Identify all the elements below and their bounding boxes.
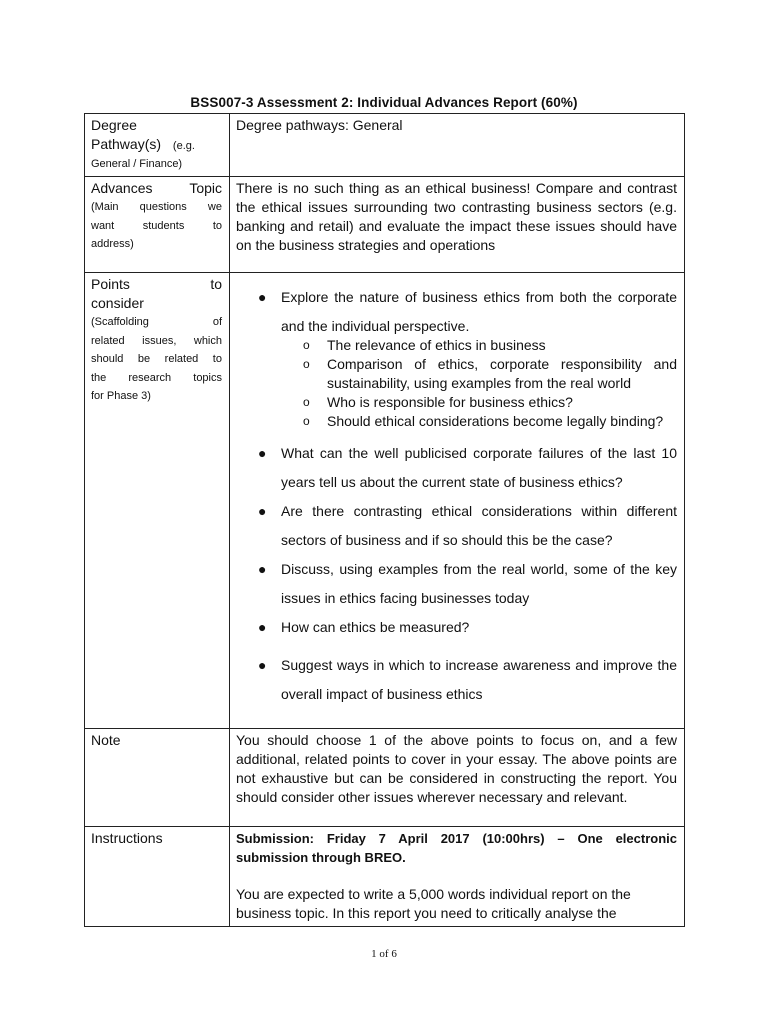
advances-topic-label-cell — [85, 177, 230, 273]
circle-bullet-icon: o — [303, 338, 310, 352]
degree-pathway-label-cell — [85, 114, 230, 177]
points-row — [85, 273, 685, 729]
topic-small-line-2: want students to — [91, 219, 222, 232]
points-small-line-2: related issues, which — [91, 334, 222, 347]
topic-word: Topic — [189, 180, 222, 196]
note-row — [85, 729, 685, 827]
circle-bullet-icon: o — [303, 395, 310, 409]
sub-point-group — [236, 336, 677, 431]
bullet-icon: ● — [258, 657, 267, 673]
sub-point-item — [281, 393, 677, 412]
point-text: Explore the nature of business ethics from both the corporate and the individual perspective. — [281, 289, 677, 334]
points-small-line-3: should be related to — [91, 353, 222, 365]
degree-pathway-value: Degree pathways: General — [236, 117, 403, 133]
advances-topic-label — [91, 179, 222, 198]
point-text: How can ethics be measured? — [281, 619, 470, 635]
points-small-line-1: (Scaffolding of — [91, 316, 222, 328]
note-label: Note — [91, 732, 121, 748]
degree-small-label: General / Finance) — [91, 158, 183, 170]
points-value-cell — [230, 273, 685, 729]
degree-pathway-value-cell — [230, 114, 685, 177]
bullet-icon: ● — [258, 289, 267, 305]
advances-topic-value-cell — [230, 177, 685, 273]
instructions-value: You are expected to write a 5,000 words individual report on the business topic. In this report you need to critically analyse the — [236, 886, 631, 921]
sub-point-text: The relevance of ethics in business — [327, 337, 546, 353]
instructions-value-cell — [230, 827, 685, 927]
to-word: to — [210, 276, 222, 292]
topic-small-line-1: (Main questions we — [91, 201, 222, 213]
advances-topic-value: There is no such thing as an ethical business! Compare and contrast the ethical issues surrounding two contrasting business sectors (e.g. banking and retail) and evaluate the impact these issues should have on the business strategies and operations — [236, 180, 677, 253]
advances-word: Advances — [91, 180, 153, 196]
instructions-label: Instructions — [91, 830, 163, 846]
sub-point-item — [281, 355, 677, 393]
assessment-table — [84, 113, 685, 927]
point-item — [236, 613, 677, 642]
degree-label: Degree — [91, 117, 137, 133]
sub-point-item — [281, 336, 677, 355]
sub-point-text: Comparison of ethics, corporate responsibility and sustainability, using examples from the real world — [327, 356, 677, 391]
points-label-cell — [85, 273, 230, 729]
document-title: BSS007-3 Assessment 2: Individual Advances Report (60%) — [190, 95, 578, 110]
points-list — [236, 283, 677, 709]
topic-small-line-3: address) — [91, 238, 134, 250]
bullet-icon: ● — [258, 561, 267, 577]
instructions-label-cell — [85, 827, 230, 927]
instructions-row — [85, 827, 685, 927]
bullet-icon: ● — [258, 445, 267, 461]
sub-points-list — [281, 336, 677, 431]
note-label-cell — [85, 729, 230, 827]
point-item — [236, 555, 677, 613]
sub-point-item — [281, 412, 677, 431]
eg-label: (e.g. — [172, 140, 195, 152]
submission-text: Submission: Friday 7 April 2017 (10:00hrs) – One electronic submission through BREO. — [236, 831, 677, 865]
points-word: Points — [91, 276, 130, 292]
note-value: You should choose 1 of the above points to focus on, and a few additional, related points to cover in your essay. The above points are not exhaustive but can be considered in constructing the report. You should consider other issues wherever necessary and relevant. — [236, 732, 677, 805]
pathway-label-line — [91, 135, 222, 156]
degree-pathway-row — [85, 114, 685, 177]
points-label — [91, 275, 222, 294]
advances-topic-row — [85, 177, 685, 273]
point-item — [236, 283, 677, 341]
point-item — [236, 497, 677, 555]
circle-bullet-icon: o — [303, 414, 310, 428]
point-item — [236, 651, 677, 709]
pathway-label: Pathway(s) — [91, 136, 162, 152]
page-number: 1 of 6 — [371, 948, 397, 960]
points-small-line-4: the research topics — [91, 371, 222, 384]
note-value-cell — [230, 729, 685, 827]
sub-point-text: Who is responsible for business ethics? — [327, 394, 573, 410]
points-small-line-5: for Phase 3) — [91, 390, 151, 402]
bullet-icon: ● — [258, 619, 267, 635]
point-text: Discuss, using examples from the real world, some of the key issues in ethics facing businesses today — [281, 561, 677, 606]
bullet-icon: ● — [258, 503, 267, 519]
point-text: Suggest ways in which to increase awareness and improve the overall impact of business ethics — [281, 657, 677, 702]
circle-bullet-icon: o — [303, 357, 310, 371]
point-text: What can the well publicised corporate failures of the last 10 years tell us about the current state of business ethics? — [281, 445, 677, 490]
point-item — [236, 439, 677, 497]
spacer — [236, 867, 677, 885]
point-text: Are there contrasting ethical considerations within different sectors of business and if so should this be the case? — [281, 503, 677, 548]
sub-point-text: Should ethical considerations become legally binding? — [327, 413, 664, 429]
consider-label: consider — [91, 295, 144, 311]
